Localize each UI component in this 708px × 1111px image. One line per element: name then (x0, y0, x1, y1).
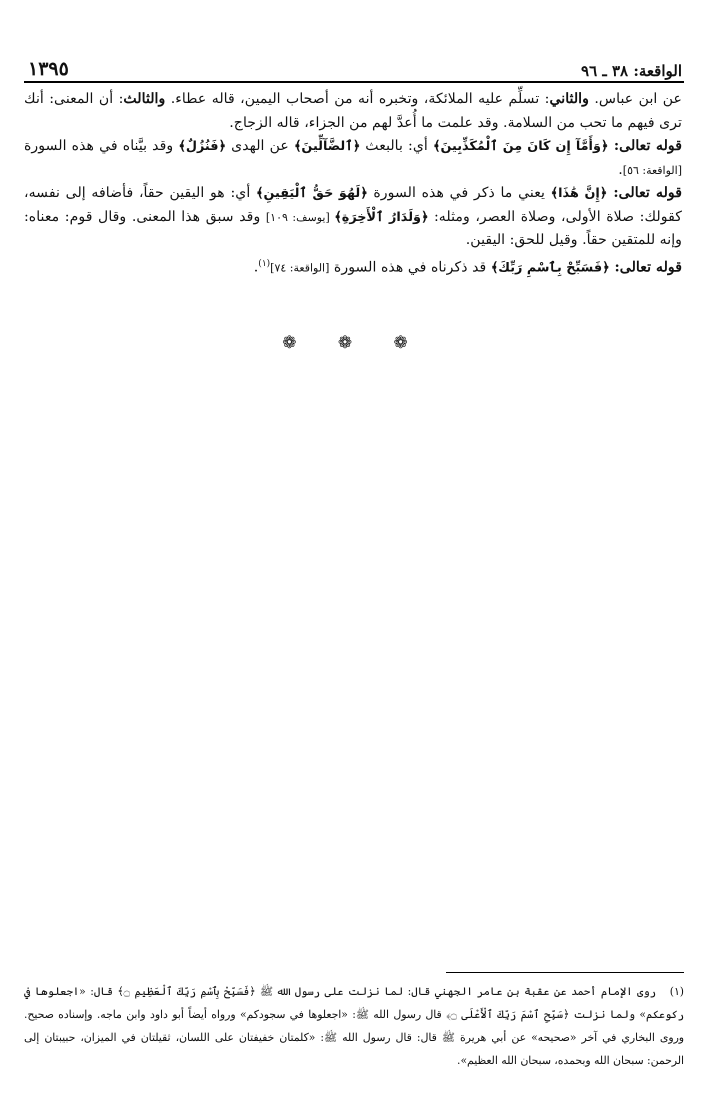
verse-reference: [الواقعة: ٥٦] (622, 163, 682, 177)
quran-quote: ﴿فَسَبِّحْ بِٱسْمِ رَبِّكَ﴾ (490, 260, 610, 276)
main-text (24, 88, 682, 280)
paragraph-2 (24, 135, 682, 182)
text-run: . (253, 259, 259, 276)
running-title: الواقعة: ٣٨ ـ ٩٦ (581, 62, 682, 80)
text-run: قد ذكرناه في هذه السورة (329, 259, 491, 276)
page-header (28, 52, 682, 80)
verse-reference: [يوسف: ١٠٩] (265, 210, 335, 224)
quran-quote: ﴿وَأَمَّآ إِن كَانَ مِنَ ٱلْمُكَذِّبِينَ﴾ (432, 139, 609, 154)
quran-quote: ﴿وَلَدَارُ ٱلْأَخِرَةِ﴾ (334, 209, 429, 225)
verse-lead: قوله تعالى: (609, 259, 682, 276)
bold-label: والثالث (123, 91, 166, 107)
footnote (24, 980, 684, 1072)
section-end-ornaments: ❁ ❁ ❁ (282, 333, 426, 353)
text-run: وقد سبق هذا المعنى. وقال قوم: معناه: وإنه للمتقين حقاً. وقيل للحق: اليقين. (24, 208, 682, 248)
text-run: . (618, 161, 623, 178)
quran-quote: ﴿إِنَّ هَٰذَا﴾ (550, 186, 608, 201)
text-run: : تسلِّم عليه الملائكة، وتخبره أنه من أصحاب اليمين، قاله عطاء. (165, 91, 550, 107)
verse-lead: قوله تعالى: (608, 138, 683, 154)
verse-reference: [الواقعة: ٧٤] (270, 261, 330, 275)
text-run: وقد بيَّناه في هذه السورة (24, 138, 179, 154)
footnote-marker: (١) (258, 258, 271, 269)
paragraph-4 (24, 253, 682, 280)
footnote-number: (١) (669, 985, 684, 998)
page-number: ١٣٩٥ (28, 58, 69, 80)
bold-label: والثاني (549, 91, 589, 107)
text-run: أي: هو اليقين حقاً، فأضافه إلى نفسه، كقولك: صلاة الأولى، وصلاة العصر، ومثله: (24, 185, 682, 225)
verse-lead: قوله تعالى: (607, 185, 683, 201)
paragraph-3 (24, 182, 682, 253)
text-run: عن ابن عباس. (588, 91, 682, 107)
footnote-text: روى الإمام أحمد عن عقبة بن عامر الجهني قال: لما نزلت على رسول الله ﷺ ﴿فَسَبِّحْ بِٱسْمِ رَبِّكَ ٱلْعَظِيمِ ۝﴾ قال: «اجعلوها في ركوعكم» ولما نزلت ﴿سَبِّحِ ٱسْمَ رَبِّكَ ٱلْأَعْلَى ۝﴾ قال رسول الله ﷺ: «اجعلوها في سجودكم» ورواه أيضاً أبو داود وابن ماجه. وإسناده صحيح. وروى البخاري في آخر «صحيحه» عن أبي هريرة ﷺ قال: قال رسول الله ﷺ: «كلمتان خفيفتان على اللسان، ثقيلتان في الميزان، حبيبتان إلى الرحمن: سبحان الله وبحمده، سبحان الله العظيم». (24, 985, 684, 1067)
paragraph-1 (24, 88, 682, 135)
quran-quote: ﴿لَهُوَ حَقُّ ٱلْيَقِينِ﴾ (255, 186, 368, 201)
footnote-rule (446, 972, 684, 973)
quran-quote: ﴿فَنُزُلٌ﴾ (178, 139, 227, 154)
text-run: عن الهدى (226, 138, 294, 154)
text-run: أي: بالبعث (360, 138, 433, 154)
text-run: : أن المعنى: أنك ترى فيهم ما تحب من السلامة. وقد علمت ما أُعدَّ لهم من الجزاء، قاله الزجاج. (24, 91, 682, 131)
text-run: يعني ما ذكر في هذه السورة (367, 185, 551, 201)
quran-quote: ﴿ٱلضَّآلِّينَ﴾ (293, 139, 361, 154)
header-rule (24, 81, 684, 83)
